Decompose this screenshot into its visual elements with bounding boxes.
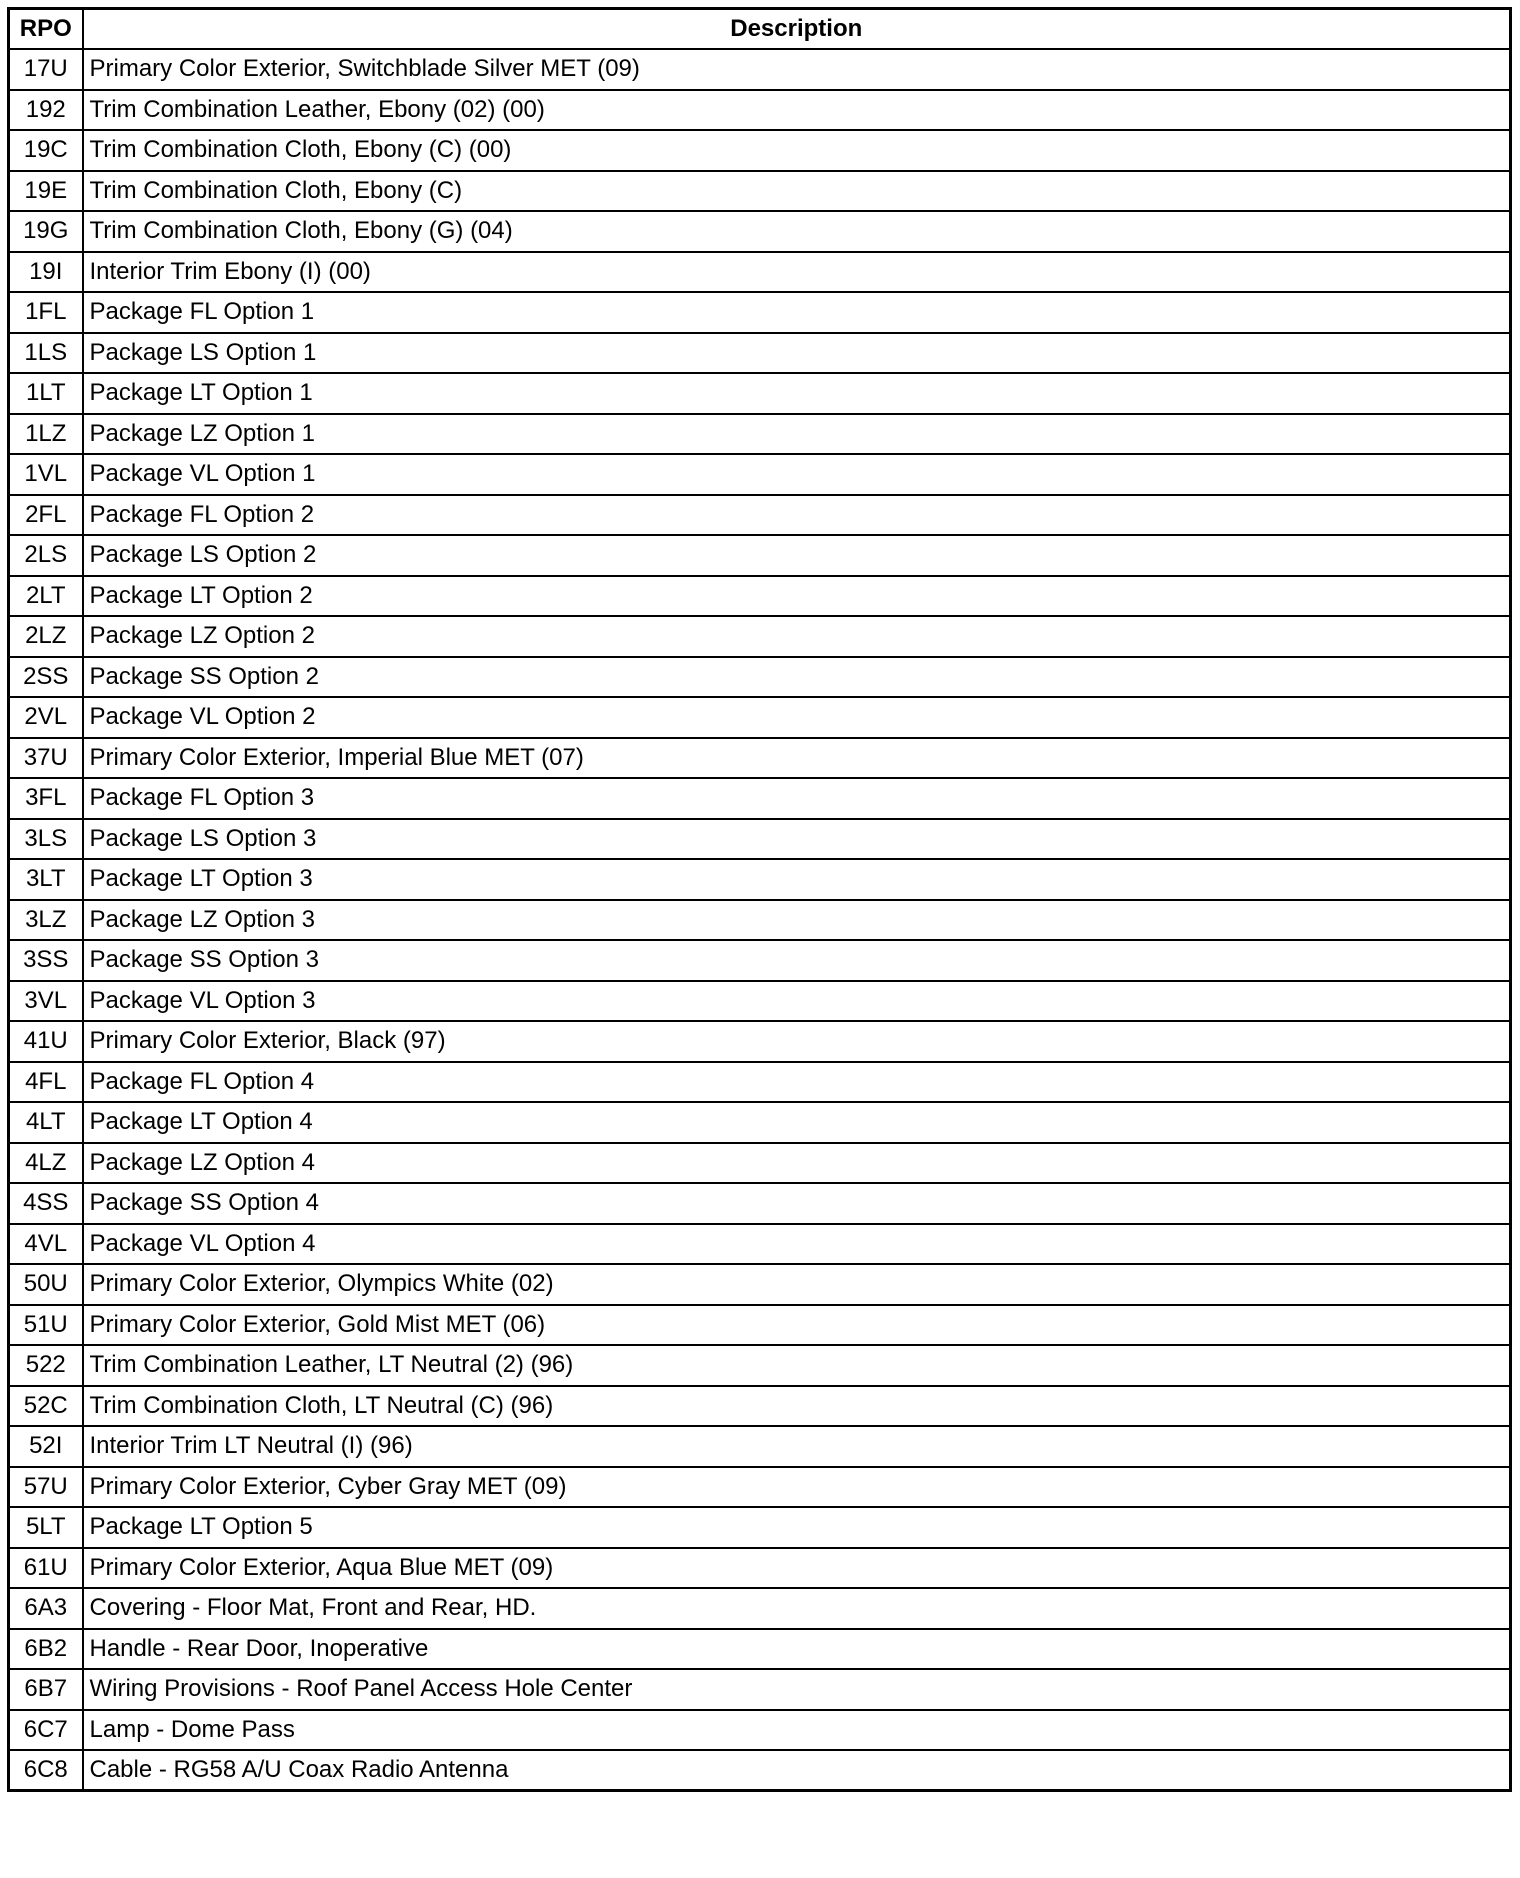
rpo-code-cell: 1LS xyxy=(9,333,83,374)
description-cell: Primary Color Exterior, Gold Mist MET (06) xyxy=(83,1305,1511,1346)
table-row xyxy=(9,1467,1511,1508)
table-row xyxy=(9,171,1511,212)
rpo-code-cell: 3LT xyxy=(9,859,83,900)
rpo-code-cell: 3FL xyxy=(9,778,83,819)
description-cell: Package SS Option 2 xyxy=(83,657,1511,698)
description-cell: Interior Trim Ebony (I) (00) xyxy=(83,252,1511,293)
table-row xyxy=(9,616,1511,657)
rpo-code-cell: 2SS xyxy=(9,657,83,698)
rpo-code-cell: 2LT xyxy=(9,576,83,617)
description-cell: Package LZ Option 1 xyxy=(83,414,1511,455)
description-cell: Primary Color Exterior, Cyber Gray MET (09) xyxy=(83,1467,1511,1508)
description-column-header: Description xyxy=(83,9,1511,50)
rpo-code-cell: 3SS xyxy=(9,940,83,981)
rpo-code-cell: 2LS xyxy=(9,535,83,576)
rpo-table-container xyxy=(7,7,1509,1792)
table-row xyxy=(9,1224,1511,1265)
description-cell: Package FL Option 3 xyxy=(83,778,1511,819)
table-row xyxy=(9,576,1511,617)
description-cell: Package VL Option 2 xyxy=(83,697,1511,738)
table-row xyxy=(9,657,1511,698)
description-cell: Wiring Provisions - Roof Panel Access Hole Center xyxy=(83,1669,1511,1710)
table-row xyxy=(9,1507,1511,1548)
rpo-code-cell: 3LS xyxy=(9,819,83,860)
table-row xyxy=(9,1750,1511,1791)
description-cell: Package LS Option 2 xyxy=(83,535,1511,576)
rpo-code-cell: 4VL xyxy=(9,1224,83,1265)
description-cell: Package LT Option 1 xyxy=(83,373,1511,414)
description-cell: Package FL Option 4 xyxy=(83,1062,1511,1103)
description-cell: Trim Combination Cloth, Ebony (C) xyxy=(83,171,1511,212)
description-cell: Package SS Option 4 xyxy=(83,1183,1511,1224)
table-row xyxy=(9,1548,1511,1589)
description-cell: Package LT Option 2 xyxy=(83,576,1511,617)
rpo-code-cell: 61U xyxy=(9,1548,83,1589)
description-cell: Trim Combination Leather, Ebony (02) (00) xyxy=(83,90,1511,131)
description-cell: Package LS Option 1 xyxy=(83,333,1511,374)
table-row xyxy=(9,1305,1511,1346)
rpo-column-header: RPO xyxy=(9,9,83,50)
rpo-code-cell: 19E xyxy=(9,171,83,212)
description-cell: Lamp - Dome Pass xyxy=(83,1710,1511,1751)
rpo-code-cell: 52C xyxy=(9,1386,83,1427)
rpo-code-cell: 19G xyxy=(9,211,83,252)
table-row xyxy=(9,90,1511,131)
rpo-code-cell: 3LZ xyxy=(9,900,83,941)
table-row xyxy=(9,738,1511,779)
description-cell: Package SS Option 3 xyxy=(83,940,1511,981)
table-row xyxy=(9,778,1511,819)
table-row xyxy=(9,1386,1511,1427)
table-row xyxy=(9,1062,1511,1103)
description-cell: Trim Combination Cloth, LT Neutral (C) (96) xyxy=(83,1386,1511,1427)
table-row xyxy=(9,697,1511,738)
rpo-code-cell: 192 xyxy=(9,90,83,131)
rpo-code-cell: 4SS xyxy=(9,1183,83,1224)
table-row xyxy=(9,900,1511,941)
description-cell: Package FL Option 2 xyxy=(83,495,1511,536)
table-row xyxy=(9,1143,1511,1184)
table-row xyxy=(9,211,1511,252)
description-cell: Cable - RG58 A/U Coax Radio Antenna xyxy=(83,1750,1511,1791)
rpo-code-cell: 6C7 xyxy=(9,1710,83,1751)
rpo-code-cell: 37U xyxy=(9,738,83,779)
table-body xyxy=(9,49,1511,1791)
rpo-code-cell: 2FL xyxy=(9,495,83,536)
table-row xyxy=(9,1669,1511,1710)
description-cell: Primary Color Exterior, Black (97) xyxy=(83,1021,1511,1062)
rpo-table xyxy=(7,7,1512,1792)
rpo-code-cell: 4LT xyxy=(9,1102,83,1143)
rpo-code-cell: 19I xyxy=(9,252,83,293)
description-cell: Package LT Option 3 xyxy=(83,859,1511,900)
table-row xyxy=(9,819,1511,860)
table-row xyxy=(9,252,1511,293)
description-cell: Trim Combination Leather, LT Neutral (2) (96) xyxy=(83,1345,1511,1386)
rpo-code-cell: 50U xyxy=(9,1264,83,1305)
description-cell: Primary Color Exterior, Aqua Blue MET (09) xyxy=(83,1548,1511,1589)
description-cell: Package VL Option 3 xyxy=(83,981,1511,1022)
rpo-code-cell: 41U xyxy=(9,1021,83,1062)
rpo-code-cell: 57U xyxy=(9,1467,83,1508)
table-header-row xyxy=(9,9,1511,50)
description-cell: Primary Color Exterior, Imperial Blue MET (07) xyxy=(83,738,1511,779)
description-cell: Package VL Option 1 xyxy=(83,454,1511,495)
description-cell: Package LT Option 4 xyxy=(83,1102,1511,1143)
description-cell: Primary Color Exterior, Olympics White (02) xyxy=(83,1264,1511,1305)
table-row xyxy=(9,1021,1511,1062)
table-row xyxy=(9,859,1511,900)
description-cell: Package LZ Option 3 xyxy=(83,900,1511,941)
description-cell: Package LZ Option 2 xyxy=(83,616,1511,657)
table-row xyxy=(9,1629,1511,1670)
description-cell: Covering - Floor Mat, Front and Rear, HD. xyxy=(83,1588,1511,1629)
table-row xyxy=(9,1345,1511,1386)
table-row xyxy=(9,333,1511,374)
rpo-code-cell: 4LZ xyxy=(9,1143,83,1184)
description-cell: Trim Combination Cloth, Ebony (C) (00) xyxy=(83,130,1511,171)
table-row xyxy=(9,535,1511,576)
rpo-code-cell: 1LZ xyxy=(9,414,83,455)
table-row xyxy=(9,940,1511,981)
rpo-code-cell: 5LT xyxy=(9,1507,83,1548)
table-row xyxy=(9,292,1511,333)
rpo-code-cell: 3VL xyxy=(9,981,83,1022)
description-cell: Primary Color Exterior, Switchblade Silver MET (09) xyxy=(83,49,1511,90)
rpo-code-cell: 2VL xyxy=(9,697,83,738)
rpo-code-cell: 52I xyxy=(9,1426,83,1467)
rpo-code-cell: 1FL xyxy=(9,292,83,333)
table-row xyxy=(9,414,1511,455)
description-cell: Trim Combination Cloth, Ebony (G) (04) xyxy=(83,211,1511,252)
rpo-code-cell: 17U xyxy=(9,49,83,90)
rpo-code-cell: 6C8 xyxy=(9,1750,83,1791)
description-cell: Package VL Option 4 xyxy=(83,1224,1511,1265)
rpo-code-cell: 19C xyxy=(9,130,83,171)
description-cell: Package FL Option 1 xyxy=(83,292,1511,333)
rpo-code-cell: 4FL xyxy=(9,1062,83,1103)
rpo-code-cell: 2LZ xyxy=(9,616,83,657)
table-row xyxy=(9,454,1511,495)
rpo-code-cell: 522 xyxy=(9,1345,83,1386)
table-row xyxy=(9,1588,1511,1629)
table-row xyxy=(9,1426,1511,1467)
rpo-code-cell: 1VL xyxy=(9,454,83,495)
table-row xyxy=(9,1710,1511,1751)
table-row xyxy=(9,373,1511,414)
rpo-code-cell: 6B2 xyxy=(9,1629,83,1670)
description-cell: Package LS Option 3 xyxy=(83,819,1511,860)
rpo-code-cell: 6B7 xyxy=(9,1669,83,1710)
rpo-code-cell: 51U xyxy=(9,1305,83,1346)
table-row xyxy=(9,1264,1511,1305)
table-row xyxy=(9,981,1511,1022)
description-cell: Package LT Option 5 xyxy=(83,1507,1511,1548)
description-cell: Interior Trim LT Neutral (I) (96) xyxy=(83,1426,1511,1467)
table-row xyxy=(9,495,1511,536)
table-row xyxy=(9,1102,1511,1143)
description-cell: Handle - Rear Door, Inoperative xyxy=(83,1629,1511,1670)
description-cell: Package LZ Option 4 xyxy=(83,1143,1511,1184)
table-row xyxy=(9,130,1511,171)
table-row xyxy=(9,1183,1511,1224)
rpo-code-cell: 1LT xyxy=(9,373,83,414)
table-row xyxy=(9,49,1511,90)
rpo-code-cell: 6A3 xyxy=(9,1588,83,1629)
